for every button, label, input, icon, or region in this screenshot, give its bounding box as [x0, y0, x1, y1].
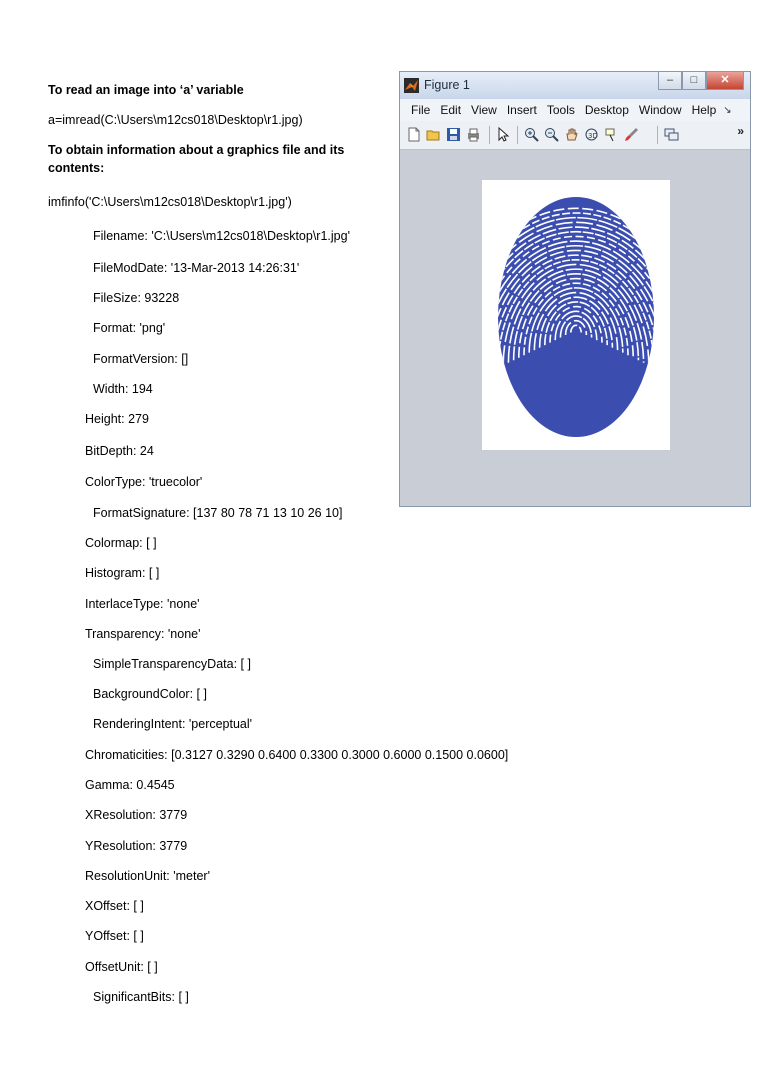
heading-read-image: To read an image into ‘a’ variable: [48, 83, 244, 97]
field-bitdepth: BitDepth: 24: [85, 444, 154, 458]
field-chromaticities: Chromaticities: [0.3127 0.3290 0.6400 0.3300 0.3000 0.6000 0.1500 0.0600]: [85, 748, 509, 762]
menu-overflow-icon[interactable]: ↘: [723, 104, 732, 116]
open-file-icon[interactable]: [426, 127, 441, 142]
menu-edit[interactable]: Edit: [440, 103, 462, 117]
field-filesize: FileSize: 93228: [93, 291, 180, 305]
figure-titlebar[interactable]: [400, 72, 750, 99]
field-formatsignature: FormatSignature: [137 80 78 71 13 10 26 10]: [93, 506, 343, 520]
toolbar-separator: [657, 126, 658, 144]
code-imfinfo: imfinfo('C:\Users\m12cs018\Desktop\r1.jpg'): [48, 195, 292, 209]
field-height: Height: 279: [85, 412, 149, 426]
toolbar-separator: [489, 126, 490, 144]
fingerprint-image: [482, 180, 670, 450]
field-colortype: ColorType: 'truecolor': [85, 475, 203, 489]
menu-view[interactable]: View: [471, 103, 497, 117]
new-figure-icon[interactable]: [406, 127, 421, 142]
zoom-in-icon[interactable]: [524, 127, 539, 142]
field-filemoddate: FileModDate: '13-Mar-2013 14:26:31': [93, 261, 300, 275]
field-yoffset: YOffset: [ ]: [85, 929, 144, 943]
minimize-button[interactable]: –: [658, 72, 682, 90]
menu-insert[interactable]: Insert: [506, 103, 537, 117]
toolbar-separator: [517, 126, 518, 144]
field-simpletransparencydata: SimpleTransparencyData: [ ]: [93, 657, 251, 671]
menu-desktop[interactable]: Desktop: [584, 103, 629, 117]
field-offsetunit: OffsetUnit: [ ]: [85, 960, 158, 974]
image-axes: [482, 180, 670, 450]
menu-file[interactable]: File: [411, 103, 431, 117]
figure-toolbar: [400, 121, 750, 150]
menu-tools[interactable]: Tools: [546, 103, 575, 117]
field-histogram: Histogram: [ ]: [85, 566, 160, 580]
field-transparency: Transparency: 'none': [85, 627, 201, 641]
print-icon[interactable]: [466, 127, 481, 142]
figure-window: [399, 71, 751, 507]
heading-imfinfo-line2: contents:: [48, 161, 105, 175]
code-imread: a=imread(C:\Users\m12cs018\Desktop\r1.jpg): [48, 113, 303, 127]
toolbar-overflow-icon[interactable]: »: [737, 124, 744, 138]
figure-menubar: [400, 99, 750, 121]
data-cursor-icon[interactable]: [604, 127, 619, 142]
field-significantbits: SignificantBits: [ ]: [93, 990, 189, 1004]
field-renderingintent: RenderingIntent: 'perceptual': [93, 717, 253, 731]
figure-title: Figure 1: [424, 78, 470, 92]
svg-text:3D: 3D: [588, 132, 598, 140]
field-yresolution: YResolution: 3779: [85, 839, 188, 853]
field-formatversion: FormatVersion: []: [93, 352, 189, 366]
field-interlacetype: InterlaceType: 'none': [85, 597, 200, 611]
pan-hand-icon[interactable]: [564, 127, 579, 142]
field-backgroundcolor: BackgroundColor: [ ]: [93, 687, 207, 701]
field-filename: Filename: 'C:\Users\m12cs018\Desktop\r1.jpg': [93, 229, 350, 243]
save-icon[interactable]: [446, 127, 461, 142]
pointer-icon[interactable]: [496, 127, 511, 142]
brush-icon[interactable]: [624, 127, 639, 142]
window-controls: [658, 72, 744, 91]
field-format: Format: 'png': [93, 321, 166, 335]
matlab-logo-icon: [404, 78, 419, 93]
maximize-button[interactable]: □: [682, 72, 706, 90]
menu-window[interactable]: Window: [638, 103, 682, 117]
rotate-3d-icon[interactable]: [584, 127, 599, 142]
menu-help[interactable]: Help: [691, 103, 717, 117]
field-width: Width: 194: [93, 382, 153, 396]
heading-imfinfo-line1: To obtain information about a graphics file and its: [48, 143, 345, 157]
field-gamma: Gamma: 0.4545: [85, 778, 175, 792]
field-xoffset: XOffset: [ ]: [85, 899, 144, 913]
zoom-out-icon[interactable]: [544, 127, 559, 142]
link-plot-icon[interactable]: [664, 127, 679, 142]
field-colormap: Colormap: [ ]: [85, 536, 157, 550]
close-button[interactable]: ✕: [706, 72, 744, 90]
field-xresolution: XResolution: 3779: [85, 808, 188, 822]
field-resolutionunit: ResolutionUnit: 'meter': [85, 869, 210, 883]
